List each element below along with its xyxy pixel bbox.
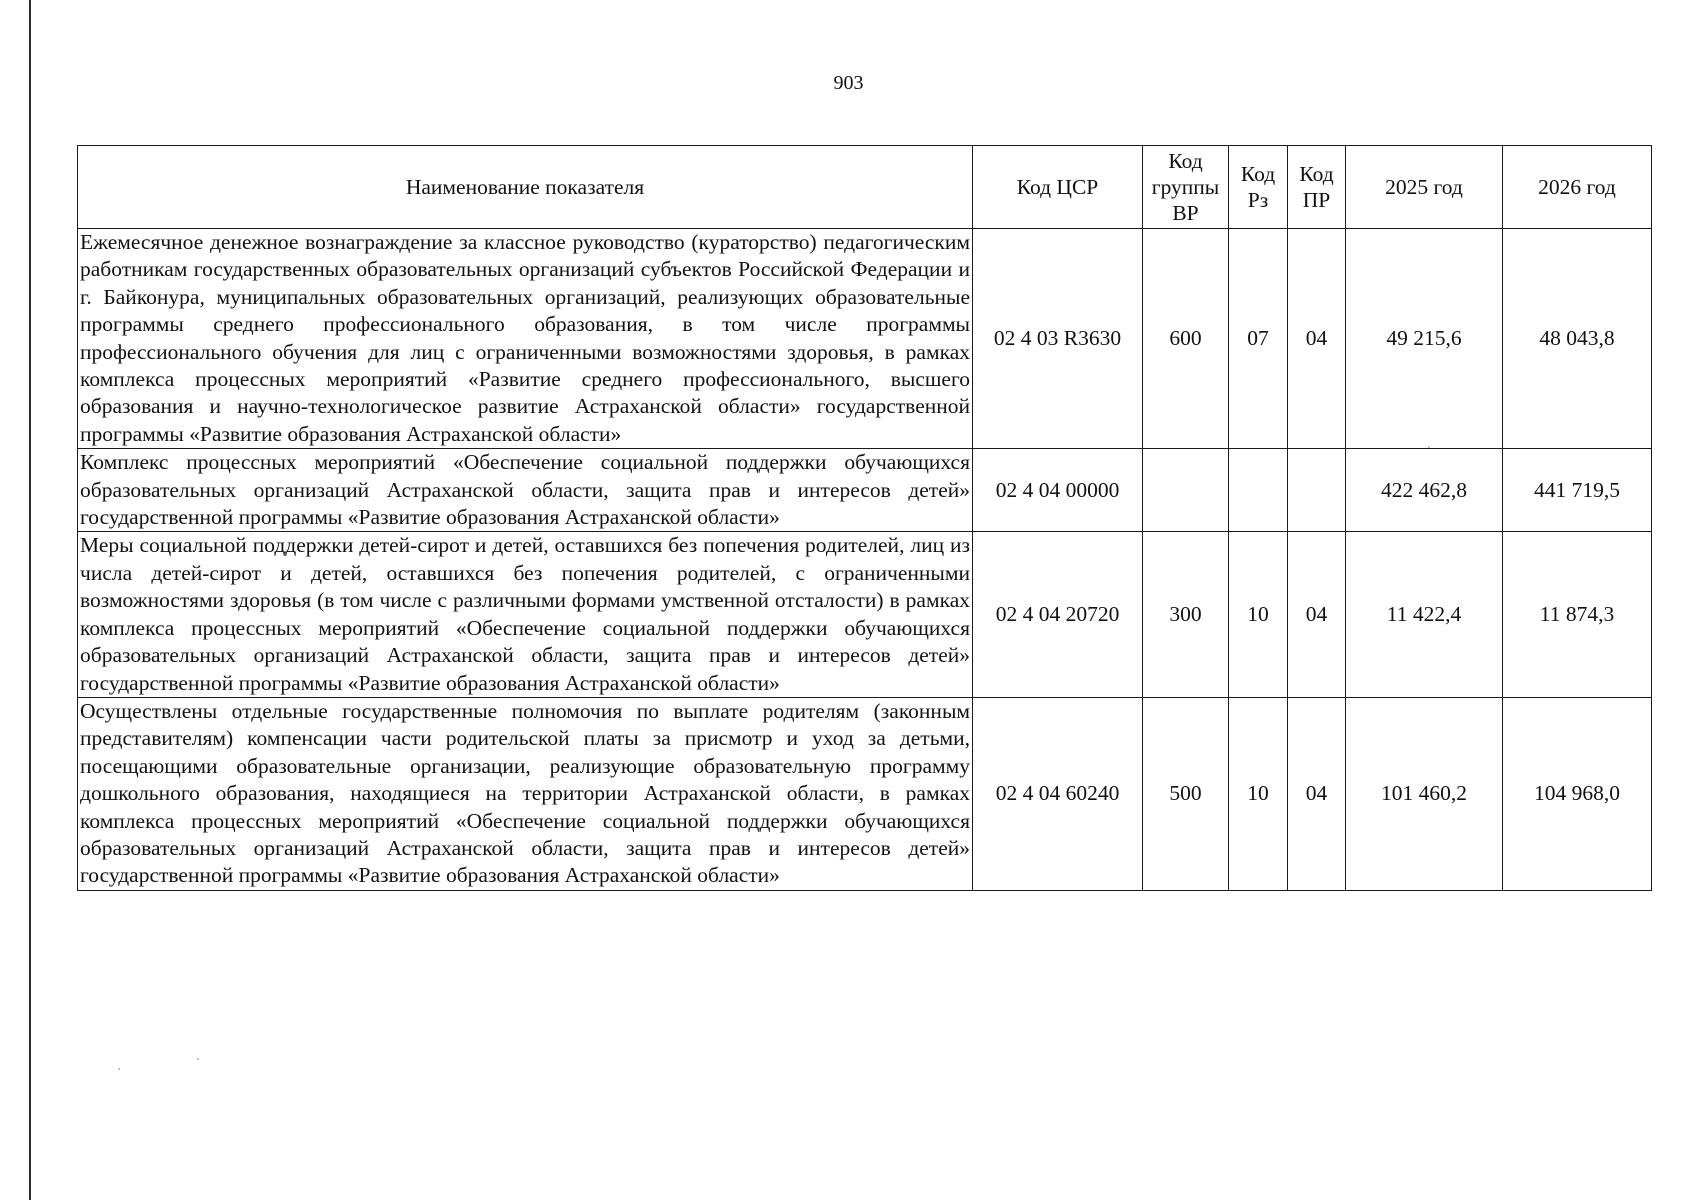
row-name-cell: Комплекс процессных мероприятий «Обеспечение социальной поддержки обучающихся образовательных организаций Астраханской области, защита прав и интересов детей» государственной программы «Развитие образования Астраханской области» [78, 449, 973, 532]
table-row [78, 532, 1652, 697]
table-header-row [78, 146, 1652, 229]
header-rz-code: Код Рз [1229, 146, 1288, 229]
table-row [78, 449, 1652, 532]
row-rz-cell: 10 [1229, 532, 1288, 697]
row-2026-value-cell: 441 719,5 [1503, 449, 1652, 532]
row-2026-value-cell: 48 043,8 [1503, 229, 1652, 449]
row-2025-value-cell: 422 462,8 [1346, 449, 1503, 532]
header-vr-group-code: Код группы ВР [1143, 146, 1229, 229]
row-rz-cell: 10 [1229, 697, 1288, 890]
row-name-cell: Ежемесячное денежное вознаграждение за классное руководство (кураторство) педагогическим работникам государственных образовательных организаций субъектов Российской Федерации и г. Байконура, муниципальных образовательных организаций, реализующих образовательные программы среднего профессионального образования, в том числе программы профессионального обучения для лиц с ограниченными возможностями здоровья, в рамках комплекса процессных мероприятий «Развитие среднего профессионального, высшего образования и научно-технологическое развитие Астраханской области» государственной программы «Развитие образования Астраханской области» [78, 229, 973, 449]
page-binding-edge [29, 0, 31, 1200]
row-vr-group-cell: 500 [1143, 697, 1229, 890]
row-csr-code-cell: 02 4 03 R3630 [973, 229, 1143, 449]
row-csr-code-cell: 02 4 04 60240 [973, 697, 1143, 890]
row-name-cell: Меры социальной поддержки детей-сирот и детей, оставшихся без попечения родителей, лиц из числа детей-сирот и детей, оставшихся без попечения родителей, с ограниченными возможностями здоровья (в том числе с различными формами умственной отсталости) в рамках комплекса процессных мероприятий «Обеспечение социальной поддержки обучающихся образовательных организаций Астраханской области, защита прав и интересов детей» государственной программы «Развитие образования Астраханской области» [78, 532, 973, 697]
row-name-cell: Осуществлены отдельные государственные полномочия по выплате родителям (законным представителям) компенсации части родительской платы за присмотр и уход за детьми, посещающими образовательные организации, реализующие образовательную программу дошкольного образования, находящиеся на территории Астраханской области, в рамках комплекса процессных мероприятий «Обеспечение социальной поддержки обучающихся образовательных организаций Астраханской области, защита прав и интересов детей» государственной программы «Развитие образования Астраханской области» [78, 697, 973, 890]
row-vr-group-cell: 300 [1143, 532, 1229, 697]
row-pr-cell: 04 [1288, 229, 1346, 449]
scan-speck [1428, 446, 1430, 448]
row-rz-cell [1229, 449, 1288, 532]
scan-speck [197, 1058, 199, 1060]
table-row [78, 229, 1652, 449]
row-2025-value-cell: 49 215,6 [1346, 229, 1503, 449]
row-rz-cell: 07 [1229, 229, 1288, 449]
table-row [78, 697, 1652, 890]
page-number: 903 [833, 72, 864, 94]
budget-table [77, 145, 1652, 891]
row-csr-code-cell: 02 4 04 20720 [973, 532, 1143, 697]
scan-speck [118, 1068, 120, 1070]
row-2025-value-cell: 11 422,4 [1346, 532, 1503, 697]
row-pr-cell: 04 [1288, 697, 1346, 890]
row-vr-group-cell [1143, 449, 1229, 532]
header-csr-code: Код ЦСР [973, 146, 1143, 229]
header-pr-code: Код ПР [1288, 146, 1346, 229]
row-2025-value-cell: 101 460,2 [1346, 697, 1503, 890]
row-csr-code-cell: 02 4 04 00000 [973, 449, 1143, 532]
row-vr-group-cell: 600 [1143, 229, 1229, 449]
row-2026-value-cell: 104 968,0 [1503, 697, 1652, 890]
header-year-2025: 2025 год [1346, 146, 1503, 229]
row-pr-cell: 04 [1288, 532, 1346, 697]
row-2026-value-cell: 11 874,3 [1503, 532, 1652, 697]
row-pr-cell [1288, 449, 1346, 532]
header-year-2026: 2026 год [1503, 146, 1652, 229]
header-name: Наименование показателя [78, 146, 973, 229]
